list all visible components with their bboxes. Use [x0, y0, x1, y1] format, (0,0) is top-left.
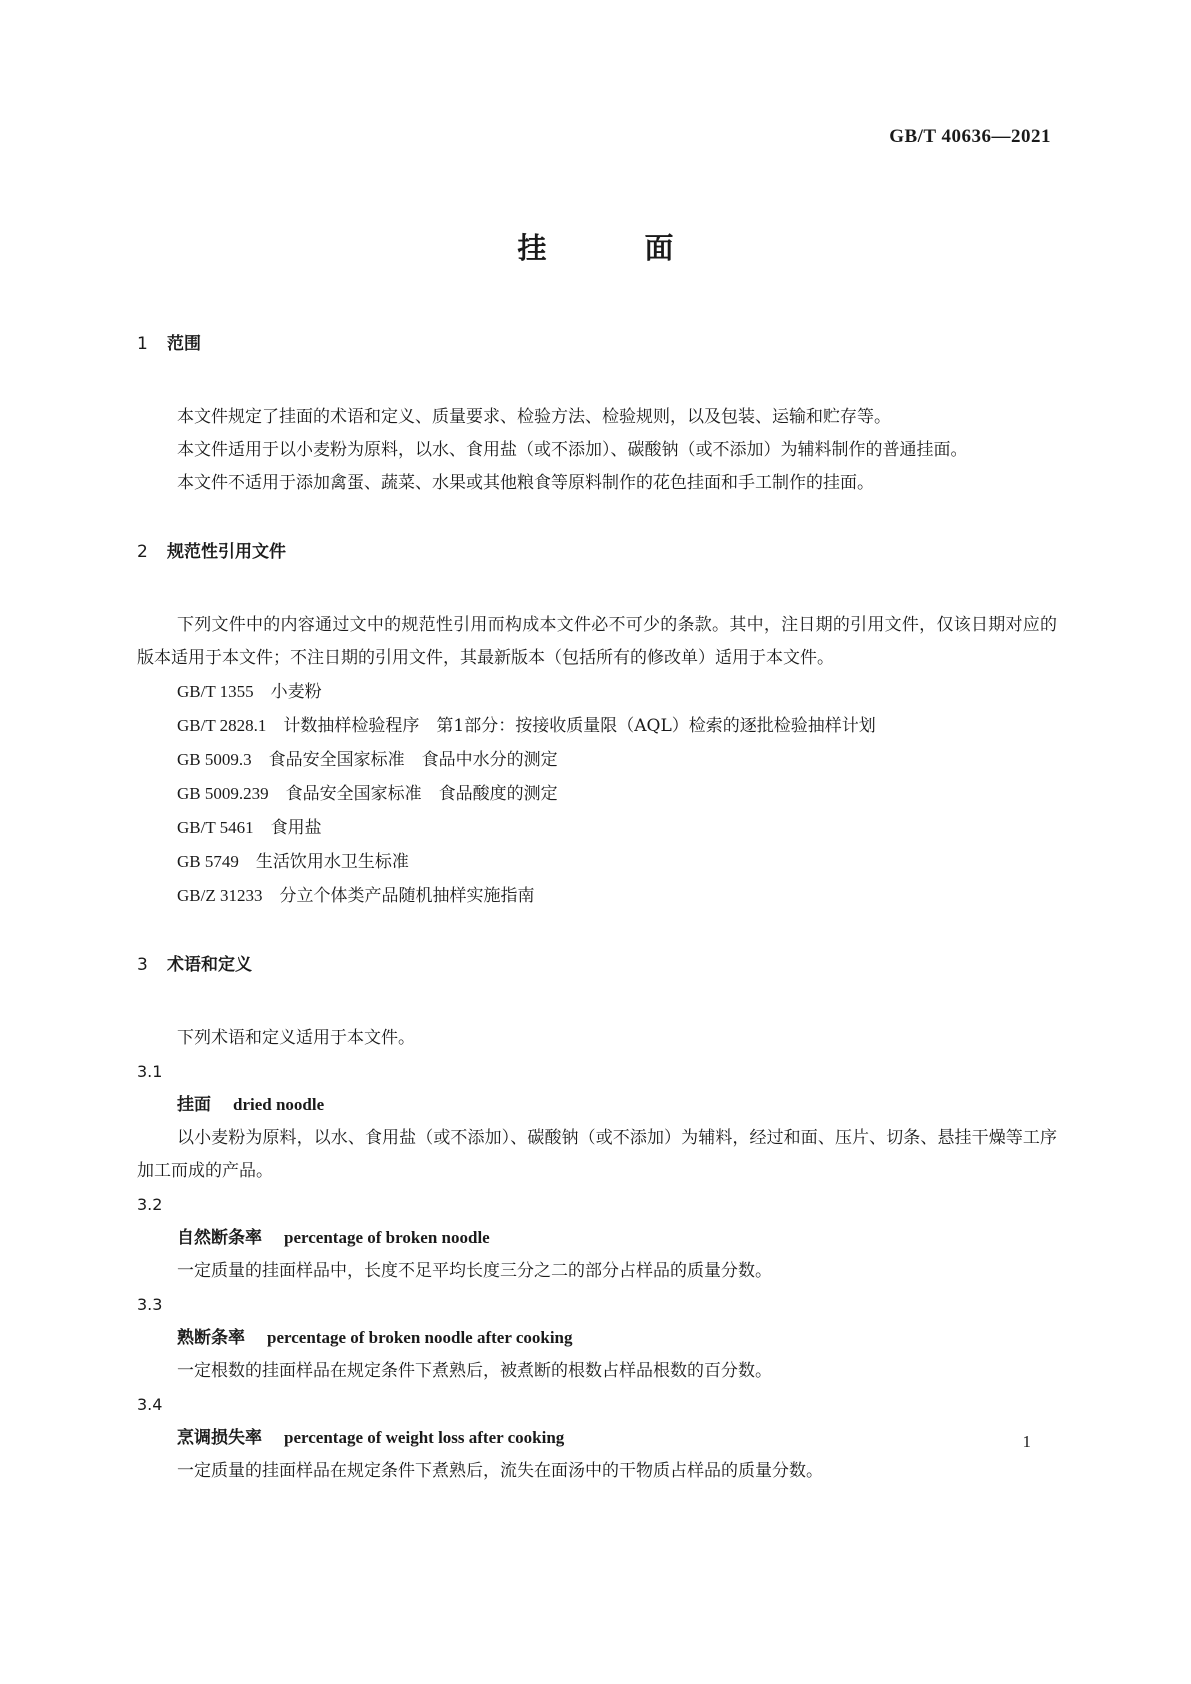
- term-en: percentage of broken noodle: [284, 1228, 490, 1247]
- section-number: 2: [137, 542, 148, 562]
- section-title: 范围: [167, 334, 201, 354]
- reference-title: 小麦粉: [270, 682, 322, 702]
- term-en: percentage of broken noodle after cooking: [267, 1328, 573, 1347]
- reference-title: 食品安全国家标准 食品酸度的测定: [285, 784, 558, 804]
- section-heading-scope: [137, 332, 1057, 356]
- reference-title: 食用盐: [270, 818, 322, 838]
- reference-code: GB/T 2828.1: [177, 716, 267, 735]
- reference-code: GB 5749: [177, 852, 239, 871]
- reference-item: [137, 675, 1057, 709]
- term-definition: 以小麦粉为原料，以水、食用盐（或不添加）、碳酸钠（或不添加）为辅料，经过和面、压片、切条、悬挂干燥等工序加工而成的产品。: [137, 1128, 1057, 1181]
- reference-title: 生活饮用水卫生标准: [255, 852, 409, 872]
- term-zh: 烹调损失率: [177, 1428, 262, 1448]
- reference-code: GB/T 1355: [177, 682, 254, 701]
- scope-paragraph: 本文件适用于以小麦粉为原料，以水、食用盐（或不添加）、碳酸钠（或不添加）为辅料制作的普通挂面。: [177, 440, 968, 460]
- term-heading: [137, 1221, 1057, 1255]
- term-heading: [137, 1421, 1057, 1455]
- section-title: 规范性引用文件: [167, 542, 286, 562]
- section-heading-terms: [137, 953, 1057, 977]
- terms-intro: 下列术语和定义适用于本文件。: [177, 1028, 415, 1048]
- term-number: 3.1: [137, 1062, 163, 1081]
- scope-paragraph: 本文件不适用于添加禽蛋、蔬菜、水果或其他粮食等原料制作的花色挂面和手工制作的挂面。: [177, 473, 874, 493]
- reference-item: [137, 743, 1057, 777]
- term-zh: 熟断条率: [177, 1328, 245, 1348]
- section-heading-normative-references: [137, 540, 1057, 564]
- term-number: 3.2: [137, 1195, 163, 1214]
- term-en: dried noodle: [233, 1095, 325, 1114]
- document-body: [137, 332, 1057, 1488]
- reference-item: [137, 709, 1057, 743]
- term-number: 3.4: [137, 1395, 163, 1414]
- reference-code: GB/T 5461: [177, 818, 254, 837]
- term-definition: 一定根数的挂面样品在规定条件下煮熟后，被煮断的根数占样品根数的百分数。: [177, 1361, 772, 1381]
- document-title: 挂面: [517, 231, 772, 265]
- page-number: 1: [1022, 1432, 1031, 1451]
- term-en: percentage of weight loss after cooking: [284, 1428, 565, 1447]
- references-intro: 下列文件中的内容通过文中的规范性引用而构成本文件必不可少的条款。其中，注日期的引用文件，仅该日期对应的版本适用于本文件；不注日期的引用文件，其最新版本（包括所有的修改单）适用于本文件。: [137, 615, 1057, 668]
- term-zh: 挂面: [177, 1095, 211, 1115]
- reference-title: 分立个体类产品随机抽样实施指南: [279, 886, 535, 906]
- reference-item: [137, 811, 1057, 845]
- term-number: 3.3: [137, 1295, 163, 1314]
- reference-item: [137, 879, 1057, 913]
- scope-paragraph: 本文件规定了挂面的术语和定义、质量要求、检验方法、检验规则，以及包装、运输和贮存等。: [177, 407, 891, 427]
- standard-code: GB/T 40636—2021: [889, 126, 1051, 147]
- term-definition: 一定质量的挂面样品中，长度不足平均长度三分之二的部分占样品的质量分数。: [177, 1261, 772, 1281]
- reference-item: [137, 777, 1057, 811]
- term-definition: 一定质量的挂面样品在规定条件下煮熟后，流失在面汤中的干物质占样品的质量分数。: [177, 1461, 823, 1481]
- section-title: 术语和定义: [167, 955, 252, 975]
- term-zh: 自然断条率: [177, 1228, 262, 1248]
- reference-title: 食品安全国家标准 食品中水分的测定: [268, 750, 558, 770]
- reference-item: [137, 845, 1057, 879]
- section-number: 1: [137, 334, 148, 354]
- term-heading: [137, 1088, 1057, 1122]
- reference-code: GB 5009.239: [177, 784, 269, 803]
- reference-code: GB 5009.3: [177, 750, 252, 769]
- reference-code: GB/Z 31233: [177, 886, 263, 905]
- term-heading: [137, 1321, 1057, 1355]
- reference-title: 计数抽样检验程序 第1部分：按接收质量限（AQL）检索的逐批检验抽样计划: [283, 716, 876, 736]
- section-number: 3: [137, 955, 148, 975]
